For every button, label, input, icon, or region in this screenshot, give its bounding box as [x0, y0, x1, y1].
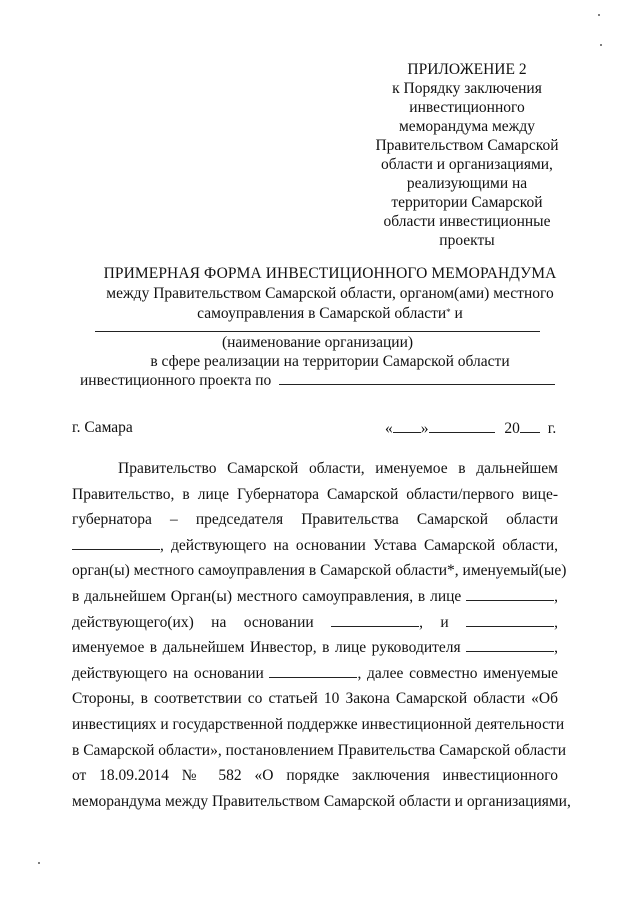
title-line-3-text: самоуправления в Самарской области: [197, 305, 447, 322]
appendix-line: ПРИЛОЖЕНИЕ 2: [407, 61, 527, 78]
body-line: [72, 738, 567, 764]
fill-in-blank[interactable]: [466, 586, 554, 601]
title-main: ПРИМЕРНАЯ ФОРМА ИНВЕСТИЦИОННОГО МЕМОРАНДУМА: [103, 265, 557, 282]
body-line: [72, 533, 558, 559]
body-line: [72, 635, 558, 661]
appendix-line: территории Самарской: [391, 194, 543, 211]
body-text-segment: , действующего на основании Устава Самарской области,: [160, 536, 558, 554]
appendix-line: проекты: [439, 232, 495, 249]
day-blank[interactable]: [393, 418, 421, 433]
month-blank[interactable]: [429, 418, 495, 433]
body-text-segment: орган(ы) местного самоуправления в Самарской области*, именуемый(ые): [72, 562, 567, 580]
title-line-3: [60, 304, 600, 324]
scan-speck: [600, 44, 602, 46]
open-quote: «: [385, 420, 393, 437]
body-text-segment: действующего(их) на основании: [72, 613, 332, 631]
date-field: [385, 418, 556, 439]
appendix-line: к Порядку заключения: [392, 80, 542, 97]
body-text-segment: Стороны, в соответствии со статьей 10 Закона Самарской области «Об: [72, 690, 558, 708]
body-text-segment: от 18.09.2014 № 582 «О порядке заключения инвестиционного: [72, 767, 558, 785]
fill-in-blank[interactable]: [466, 612, 554, 627]
appendix-line: области инвестиционные: [383, 213, 551, 230]
body-text-segment: инвестициях и государственной поддержке инвестиционной деятельности: [72, 715, 565, 733]
fill-in-blank[interactable]: [466, 637, 554, 652]
body-line: [72, 558, 567, 584]
appendix-line: меморандума между: [398, 118, 536, 135]
city-label: г. Самара: [72, 419, 133, 436]
body-line: [72, 686, 558, 712]
body-text-segment: ,: [554, 613, 558, 631]
body-text-segment: именуемое в дальнейшем Инвестор, в лице руководителя: [72, 639, 467, 657]
body-line: [72, 661, 558, 687]
body-text-segment: губернатора – председателя Правительства Самарской области: [72, 511, 558, 529]
body-line: [72, 584, 558, 610]
footnote-mark: *: [446, 307, 451, 317]
project-name-blank[interactable]: [279, 370, 555, 385]
memorandum-body: [72, 456, 571, 814]
body-text-segment: , далее совместно именуемые: [357, 664, 558, 682]
title-line-3-end: и: [450, 305, 463, 322]
title-line-2: между Правительством Самарской области, органом(ами) местного: [106, 285, 554, 302]
project-line: [80, 370, 560, 391]
scope-line: в сфере реализации на территории Самарской области: [150, 353, 510, 370]
fill-in-blank[interactable]: [331, 612, 419, 627]
year-suffix: г.: [547, 420, 557, 437]
body-text-segment: Правительство, в лице Губернатора Самарской области/первого вице-: [72, 485, 558, 503]
body-line: [72, 610, 558, 636]
organization-name-caption: (наименование организации): [221, 334, 414, 351]
scan-speck: [598, 14, 600, 16]
body-line: [72, 456, 558, 482]
body-text-segment: , и: [419, 613, 467, 631]
body-text-segment: ,: [554, 639, 558, 657]
fill-in-blank[interactable]: [269, 663, 357, 678]
body-text-segment: ,: [554, 587, 558, 605]
body-text-segment: в дальнейшем Орган(ы) местного самоуправления, в лице: [72, 587, 467, 605]
scan-speck: [38, 862, 40, 864]
fill-in-blank[interactable]: [72, 535, 160, 550]
appendix-line: Правительством Самарской: [375, 137, 559, 154]
organization-name-line[interactable]: [95, 331, 540, 332]
body-text-segment: Правительство Самарской области, именуемое в дальнейшем: [118, 460, 558, 477]
appendix-header: [372, 60, 562, 250]
appendix-line: инвестиционного: [409, 99, 525, 116]
appendix-line: реализующими на: [406, 175, 528, 192]
body-line: [72, 789, 571, 815]
body-text-segment: меморандума между Правительством Самарской области и организациями,: [72, 792, 571, 810]
body-line: [72, 712, 565, 738]
project-label: инвестиционного проекта по: [80, 372, 272, 389]
body-text-segment: действующего на основании: [72, 664, 270, 682]
document-title: [60, 264, 600, 324]
body-line: [72, 482, 558, 508]
close-quote: »: [420, 420, 429, 437]
body-line: [72, 507, 558, 533]
year-blank[interactable]: [520, 418, 540, 433]
body-text-segment: в Самарской области», постановлением Правительства Самарской области: [72, 741, 567, 759]
body-line: [72, 763, 558, 789]
appendix-line: области и организациями,: [381, 156, 553, 173]
year-prefix: 20: [504, 420, 520, 437]
